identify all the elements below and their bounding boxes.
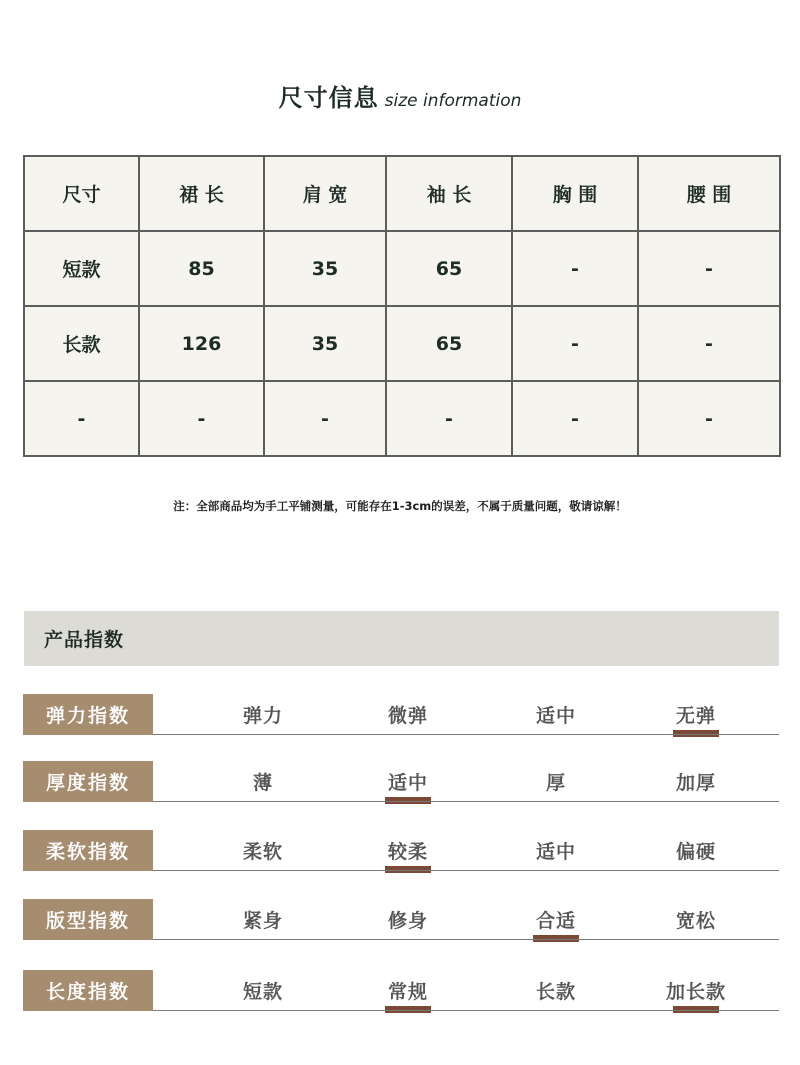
option-text: 偏硬 (675, 841, 716, 863)
index-option (636, 761, 756, 802)
option-text: 常规 (387, 981, 428, 1003)
option-text: 较柔 (387, 841, 428, 863)
index-option (203, 970, 323, 1011)
option-text: 适中 (535, 705, 576, 727)
table-cell: 126 (139, 306, 264, 381)
table-cell: 65 (386, 306, 512, 381)
index-option (348, 761, 468, 802)
row-divider (153, 734, 779, 735)
index-option (636, 970, 756, 1011)
table-cell: - (512, 306, 638, 381)
table-row (24, 231, 780, 306)
index-option (203, 761, 323, 802)
table-cell: 35 (264, 231, 386, 306)
table-cell: 65 (386, 231, 512, 306)
index-label: 长度指数 (23, 970, 153, 1011)
product-index-header: 产品指数 (24, 611, 779, 666)
index-row-thickness (23, 761, 779, 802)
row-divider (153, 939, 779, 940)
table-cell: - (139, 381, 264, 456)
table-header-cell: 尺寸 (24, 156, 139, 231)
table-header-cell: 袖 长 (386, 156, 512, 231)
size-info-title (0, 78, 800, 113)
table-cell: 短款 (24, 231, 139, 306)
index-option (203, 899, 323, 940)
table-cell: - (638, 381, 780, 456)
index-label: 柔软指数 (23, 830, 153, 871)
index-row-softness (23, 830, 779, 871)
option-text: 厚 (545, 772, 566, 794)
table-header-cell: 裙 长 (139, 156, 264, 231)
index-option (203, 694, 323, 735)
table-cell: - (264, 381, 386, 456)
table-row (24, 381, 780, 456)
index-option (348, 694, 468, 735)
index-option (203, 830, 323, 871)
table-cell: - (512, 381, 638, 456)
table-cell: - (638, 306, 780, 381)
row-divider (153, 1010, 779, 1011)
index-label: 版型指数 (23, 899, 153, 940)
table-cell: - (24, 381, 139, 456)
option-text: 长款 (535, 981, 576, 1003)
measurement-note: 注：全部商品均为手工平铺测量，可能存在1-3cm的误差，不属于质量问题，敬请谅解！ (173, 499, 627, 513)
option-text: 薄 (252, 772, 273, 794)
option-text: 短款 (242, 981, 283, 1003)
title-chinese: 尺寸信息 (278, 84, 379, 112)
table-cell: - (512, 231, 638, 306)
option-text: 弹力 (242, 705, 283, 727)
table-header-cell: 肩 宽 (264, 156, 386, 231)
index-option (348, 970, 468, 1011)
index-option (348, 830, 468, 871)
option-text: 加长款 (665, 981, 726, 1003)
index-option (496, 899, 616, 940)
table-cell: - (386, 381, 512, 456)
option-text: 修身 (387, 910, 428, 932)
index-option (348, 899, 468, 940)
table-row (24, 306, 780, 381)
index-row-length (23, 970, 779, 1011)
row-divider (153, 801, 779, 802)
index-row-fit (23, 899, 779, 940)
table-header-cell: 胸 围 (512, 156, 638, 231)
table-cell: 85 (139, 231, 264, 306)
option-text: 合适 (535, 910, 576, 932)
table-cell: 35 (264, 306, 386, 381)
option-text: 柔软 (242, 841, 283, 863)
index-row-elasticity (23, 694, 779, 735)
row-divider (153, 870, 779, 871)
size-table (23, 155, 781, 457)
option-text: 无弹 (675, 705, 716, 727)
index-option (496, 830, 616, 871)
index-option (636, 830, 756, 871)
option-text: 适中 (387, 772, 428, 794)
title-english: size information (384, 91, 522, 111)
index-label: 弹力指数 (23, 694, 153, 735)
index-option (636, 694, 756, 735)
index-label: 厚度指数 (23, 761, 153, 802)
table-cell: 长款 (24, 306, 139, 381)
option-text: 加厚 (675, 772, 716, 794)
option-text: 微弹 (387, 705, 428, 727)
index-option (636, 899, 756, 940)
table-cell: - (638, 231, 780, 306)
index-option (496, 970, 616, 1011)
table-header-row (24, 156, 780, 231)
index-option (496, 694, 616, 735)
option-text: 宽松 (675, 910, 716, 932)
index-option (496, 761, 616, 802)
option-text: 适中 (535, 841, 576, 863)
option-text: 紧身 (242, 910, 283, 932)
table-header-cell: 腰 围 (638, 156, 780, 231)
